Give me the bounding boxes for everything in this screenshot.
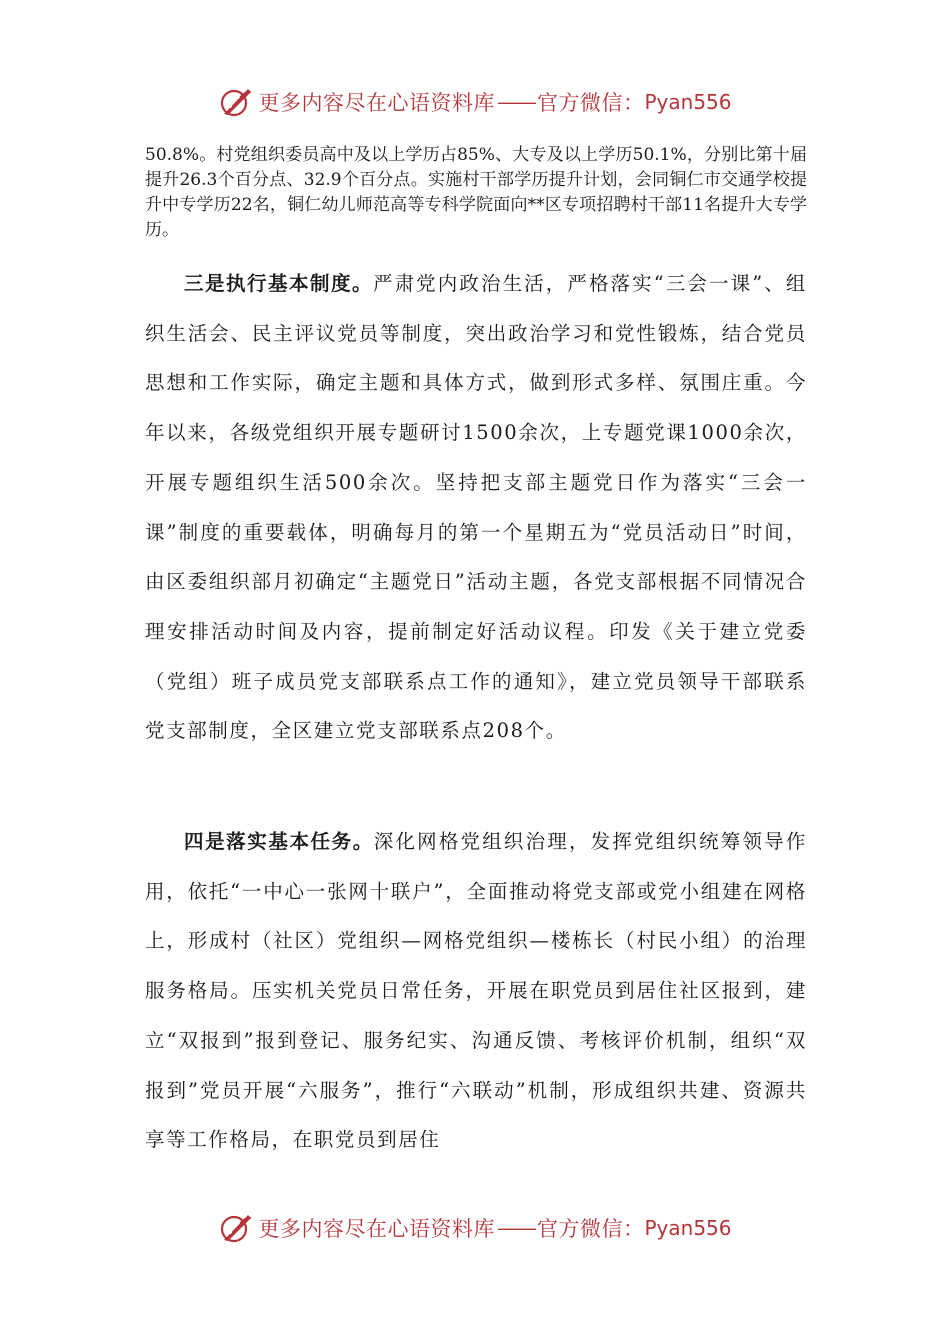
watermark-site-text: 更多内容尽在心语资料库 — [258, 1217, 495, 1241]
watermark-footer — [0, 1208, 950, 1248]
paragraph-heading: 三是执行基本制度。 — [184, 272, 373, 295]
watermark-wechat-label: 官方微信： — [536, 1217, 645, 1241]
watermark-wechat-label: 官方微信： — [536, 91, 645, 115]
paragraph-heading: 四是落实基本任务。 — [184, 830, 374, 853]
paragraph-body: 深化网格党组织治理，发挥党组织统筹领导作用，依托“一中心一张网十联户”，全面推动将党支部或党小组建在网格上，形成村（社区）党组织—网格党组织—楼栋长（村民小组）的治理服务格局。压实机关党员日常任务，开展在职党员到居住社区报到，建立“双报到”报到登记、服务纪实、沟通反馈、考核评价机制，组织“双报到”党员开展“六服务”，推行“六联动”机制，形成组织共建、资源共享等工作格局，在职党员到居住 — [145, 830, 807, 1152]
quill-logo-icon — [218, 84, 254, 120]
intro-paragraph — [145, 143, 807, 243]
paragraph-body: 严肃党内政治生活，严格落实“三会一课”、组织生活会、民主评议党员等制度，突出政治学习和党性锻炼，结合党员思想和工作实际，确定主题和具体方式，做到形式多样、氛围庄重。今年以来，各级党组织开展专题研讨1500余次，上专题党课1000余次，开展专题组织生活500余次。坚持把支部主题党日作为落实“三会一课”制度的重要载体，明确每月的第一个星期五为“党员活动日”时间，由区委组织部月初确定“主题党日”活动主题，各党支部根据不同情况合理安排活动时间及内容，提前制定好活动议程。印发《关于建立党委（党组）班子成员党支部联系点工作的通知》，建立党员领导干部联系党支部制度，全区建立党支部联系点208个。 — [145, 272, 807, 743]
quill-logo-icon — [218, 1210, 254, 1246]
watermark-dash: —— — [496, 1216, 535, 1240]
watermark-dash: —— — [496, 90, 535, 114]
paragraph-basic-tasks — [145, 817, 807, 1165]
watermark-header — [0, 82, 950, 122]
watermark-wechat-id: Pyan556 — [644, 1216, 732, 1240]
intro-text: 50.8%。村党组织委员高中及以上学历占85%、大专及以上学历50.1%，分别比第十届提升26.3个百分点、32.9个百分点。实施村干部学历提升计划，会同铜仁市交通学校提升中专学历22名，铜仁幼儿师范高等专科学院面向**区专项招聘村干部11名提升大专学历。 — [145, 145, 807, 240]
watermark-wechat-id: Pyan556 — [644, 90, 732, 114]
paragraph-basic-system — [145, 259, 807, 756]
watermark-site-text: 更多内容尽在心语资料库 — [258, 91, 495, 115]
